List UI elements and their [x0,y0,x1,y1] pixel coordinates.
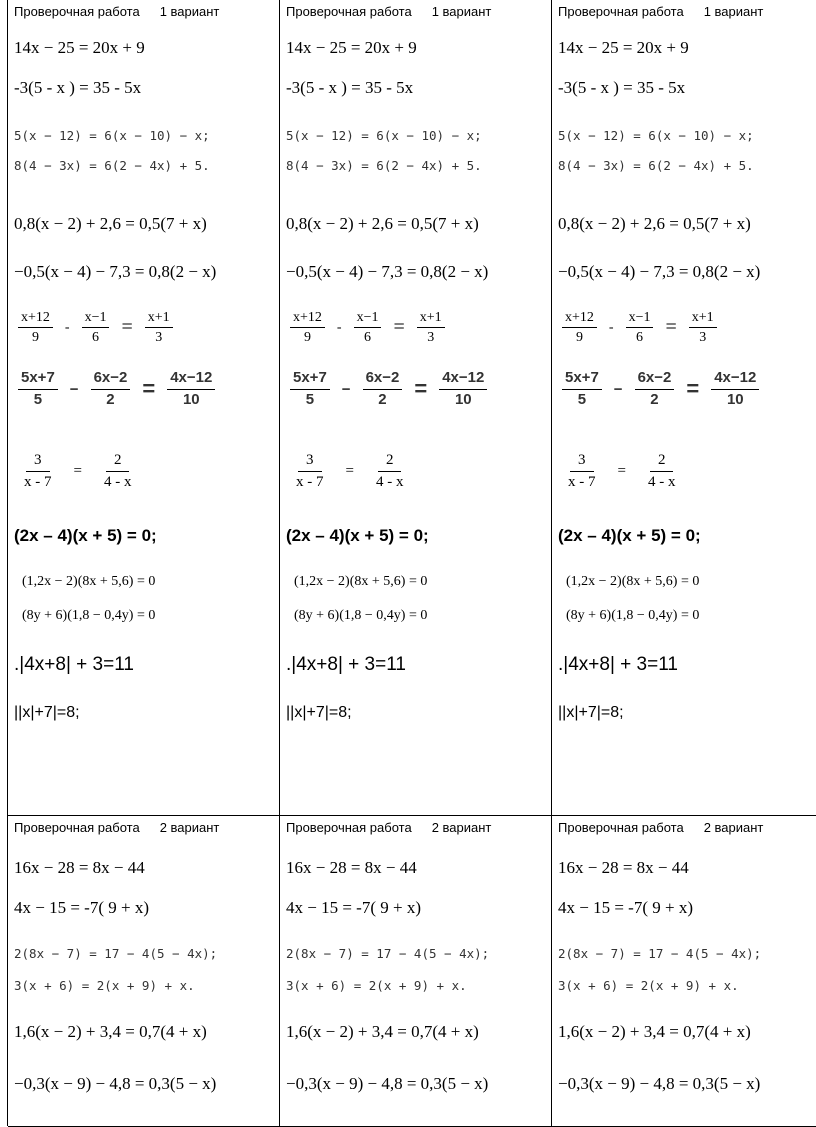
variant-label: 2 вариант [431,820,492,835]
card-variant-2 [8,816,280,1126]
card-variant-1 [552,0,815,815]
operator: − [69,380,79,398]
card-variant-2 [552,816,815,1126]
equation-3: 2(8x − 7) = 17 − 4(5 − 4x); [286,946,490,961]
frac-numerator: x−1 [354,310,382,328]
frac-numerator: 6x−2 [363,370,403,390]
frac-numerator: 6x−2 [635,370,675,390]
frac-numerator: 2 [106,452,130,472]
operator: = [414,376,428,401]
equation-1: 16x − 28 = 8x − 44 [14,858,145,877]
equation-6: −0,5(x − 4) − 7,3 = 0,8(2 − x) [558,262,761,281]
operator: = [686,376,700,401]
equation-2: -3(5 - x ) = 35 - 5x [558,78,686,97]
equation-5: 1,6(x − 2) + 3,4 = 0,7(4 + x) [558,1022,751,1041]
frac-denominator: 3 [155,330,163,346]
frac-denominator: 6 [92,330,100,346]
card-title: Проверочная работа [286,820,412,835]
equation-4: 3(x + 6) = 2(x + 9) + x. [14,978,195,993]
equation-4: 8(4 − 3x) = 6(2 − 4x) + 5. [558,158,754,173]
equation-1: 14x − 25 = 20x + 9 [558,38,689,57]
fraction-equation-3 [558,452,679,490]
frac-numerator: x+1 [689,310,717,328]
card-header [558,4,815,22]
equation-6: −0,3(x − 9) − 4,8 = 0,3(5 − x) [286,1074,489,1093]
frac-numerator: 6x−2 [91,370,131,390]
frac-denominator: 2 [650,390,659,408]
card-header [14,4,279,22]
equation-2: -3(5 - x ) = 35 - 5x [286,78,414,97]
card-title: Проверочная работа [14,820,140,835]
frac-numerator: x−1 [82,310,110,328]
card-variant-1 [280,0,552,815]
operator: = [665,316,677,339]
frac-denominator: 6 [636,330,644,346]
frac-denominator: 9 [31,330,39,346]
frac-numerator: 3 [26,452,50,472]
frac-denominator: 2 [378,390,387,408]
card-header [286,820,551,838]
operator: = [393,316,405,339]
frac-denominator: 10 [726,390,744,408]
operator: − [341,380,351,398]
card-header [558,820,815,838]
card-title: Проверочная работа [14,4,140,19]
frac-denominator: 6 [364,330,372,346]
card-title: Проверочная работа [286,4,412,19]
frac-numerator: 5x+7 [290,370,330,390]
equation-9: (8y + 6)(1,8 − 0,4y) = 0 [566,608,700,623]
equation-6: −0,3(x − 9) − 4,8 = 0,3(5 − x) [558,1074,761,1093]
frac-numerator: 4x−12 [711,370,759,390]
equation-11: ||x|+7|=8; [286,704,352,721]
operator: = [345,462,354,479]
equation-3: 2(8x − 7) = 17 − 4(5 − 4x); [558,946,762,961]
equation-8: (1,2x − 2)(8x + 5,6) = 0 [566,574,700,589]
frac-numerator: 4x−12 [167,370,215,390]
worksheet-table [7,0,816,1126]
frac-denominator: 4 - x [375,473,404,490]
equation-1: 14x − 25 = 20x + 9 [286,38,417,57]
equation-5: 0,8(x − 2) + 2,6 = 0,5(7 + x) [286,214,479,233]
equation-2: -3(5 - x ) = 35 - 5x [14,78,142,97]
equation-6: −0,5(x − 4) − 7,3 = 0,8(2 − x) [286,262,489,281]
frac-denominator: x - 7 [24,473,52,490]
equation-6: −0,5(x − 4) − 7,3 = 0,8(2 − x) [14,262,217,281]
card-variant-2 [280,816,552,1126]
equation-4: 3(x + 6) = 2(x + 9) + x. [286,978,467,993]
operator: = [617,462,626,479]
variant-label: 1 вариант [431,4,492,19]
equation-11: ||x|+7|=8; [14,704,80,721]
frac-denominator: x - 7 [568,473,596,490]
equation-5: 0,8(x − 2) + 2,6 = 0,5(7 + x) [14,214,207,233]
frac-denominator: 5 [33,390,43,408]
equation-4: 8(4 − 3x) = 6(2 − 4x) + 5. [14,158,210,173]
frac-denominator: 3 [427,330,435,346]
equation-4: 3(x + 6) = 2(x + 9) + x. [558,978,739,993]
frac-numerator: x−1 [626,310,654,328]
operator: - [608,319,614,335]
frac-denominator: x - 7 [296,473,324,490]
equation-3: 2(8x − 7) = 17 − 4(5 − 4x); [14,946,218,961]
frac-numerator: 2 [650,452,674,472]
frac-denominator: 5 [577,390,587,408]
frac-numerator: 3 [570,452,594,472]
card-title: Проверочная работа [558,4,684,19]
equation-1: 16x − 28 = 8x − 44 [286,858,417,877]
card-header [14,820,279,838]
frac-numerator: x+12 [290,310,325,328]
equation-5: 1,6(x − 2) + 3,4 = 0,7(4 + x) [286,1022,479,1041]
fraction-equation-2 [14,370,219,408]
equation-9: (8y + 6)(1,8 − 0,4y) = 0 [22,608,156,623]
frac-denominator: 9 [303,330,311,346]
equation-10: .|4x+8| + 3=11 [558,654,678,675]
frac-denominator: 10 [182,390,200,408]
variant-label: 1 вариант [703,4,764,19]
fraction-equation-1 [286,310,449,346]
equation-8: (1,2x − 2)(8x + 5,6) = 0 [294,574,428,589]
operator: − [613,380,623,398]
card-title: Проверочная работа [558,820,684,835]
frac-denominator: 9 [575,330,583,346]
operator: = [121,316,133,339]
card-header [286,4,551,22]
fraction-equation-1 [558,310,721,346]
variant-label: 2 вариант [703,820,764,835]
operator: - [64,319,70,335]
variant-label: 2 вариант [159,820,220,835]
fraction-equation-3 [14,452,135,490]
equation-10: .|4x+8| + 3=11 [14,654,134,675]
equation-2: 4x − 15 = -7( 9 + x) [286,898,421,917]
frac-numerator: x+12 [562,310,597,328]
frac-denominator: 3 [699,330,707,346]
equation-5: 1,6(x − 2) + 3,4 = 0,7(4 + x) [14,1022,207,1041]
variant-label: 1 вариант [159,4,220,19]
equation-4: 8(4 − 3x) = 6(2 − 4x) + 5. [286,158,482,173]
fraction-equation-3 [286,452,407,490]
fraction-equation-2 [286,370,491,408]
fraction-equation-1 [14,310,177,346]
equation-9: (8y + 6)(1,8 − 0,4y) = 0 [294,608,428,623]
equation-3: 5(x − 12) = 6(x − 10) − x; [286,128,482,143]
equation-5: 0,8(x − 2) + 2,6 = 0,5(7 + x) [558,214,751,233]
equation-3: 5(x − 12) = 6(x − 10) − x; [14,128,210,143]
equation-7: (2x – 4)(x + 5) = 0; [286,526,429,545]
frac-numerator: 5x+7 [18,370,58,390]
operator: = [142,376,156,401]
equation-1: 14x − 25 = 20x + 9 [14,38,145,57]
equation-11: ||x|+7|=8; [558,704,624,721]
equation-3: 5(x − 12) = 6(x − 10) − x; [558,128,754,143]
frac-denominator: 4 - x [103,473,132,490]
equation-6: −0,3(x − 9) − 4,8 = 0,3(5 − x) [14,1074,217,1093]
frac-numerator: 3 [298,452,322,472]
frac-denominator: 10 [454,390,472,408]
frac-numerator: 4x−12 [439,370,487,390]
equation-7: (2x – 4)(x + 5) = 0; [14,526,157,545]
operator: = [73,462,82,479]
frac-numerator: x+1 [145,310,173,328]
equation-7: (2x – 4)(x + 5) = 0; [558,526,701,545]
equation-2: 4x − 15 = -7( 9 + x) [558,898,693,917]
frac-numerator: 2 [378,452,402,472]
row-variant-2 [8,816,816,1127]
frac-denominator: 5 [305,390,315,408]
frac-numerator: 5x+7 [562,370,602,390]
operator: - [336,319,342,335]
frac-denominator: 2 [106,390,115,408]
fraction-equation-2 [558,370,763,408]
equation-2: 4x − 15 = -7( 9 + x) [14,898,149,917]
equation-1: 16x − 28 = 8x − 44 [558,858,689,877]
frac-denominator: 4 - x [647,473,676,490]
frac-numerator: x+1 [417,310,445,328]
equation-10: .|4x+8| + 3=11 [286,654,406,675]
row-variant-1 [8,0,816,816]
card-variant-1 [8,0,280,815]
equation-8: (1,2x − 2)(8x + 5,6) = 0 [22,574,156,589]
frac-numerator: x+12 [18,310,53,328]
